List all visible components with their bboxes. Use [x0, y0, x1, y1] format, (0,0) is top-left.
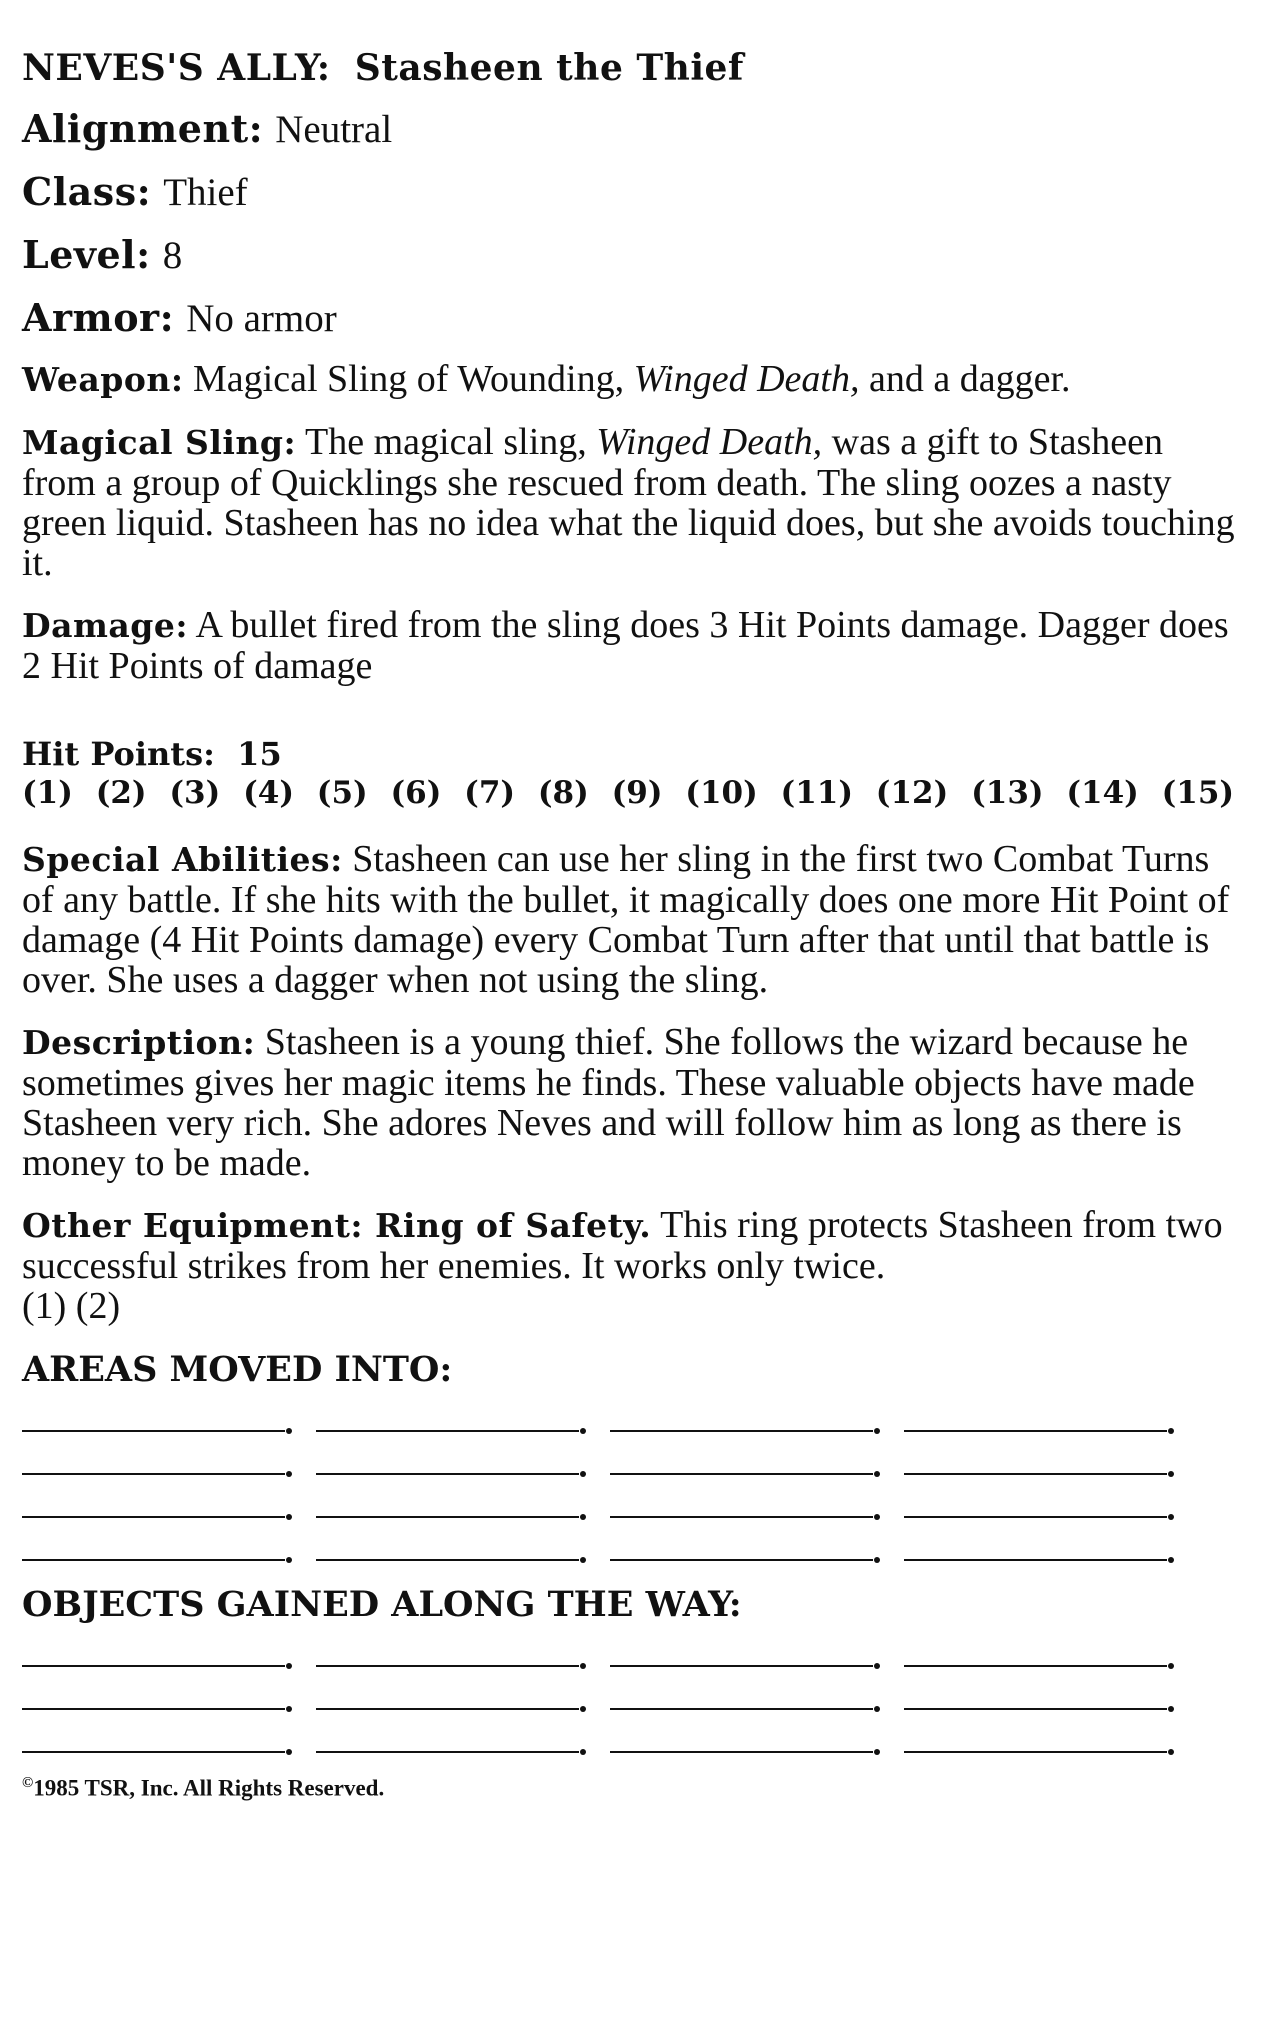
area-blank[interactable]: [22, 1492, 285, 1518]
area-blank[interactable]: [904, 1492, 1167, 1518]
class-value: Thief: [163, 171, 248, 214]
area-blank[interactable]: [316, 1406, 579, 1432]
object-blank[interactable]: [904, 1727, 1167, 1753]
armor-row: [22, 296, 1237, 341]
ring-charge-boxes[interactable]: (1) (2): [22, 1285, 121, 1327]
area-blank[interactable]: [22, 1406, 285, 1432]
area-blank[interactable]: [904, 1535, 1167, 1561]
area-blank[interactable]: [610, 1535, 873, 1561]
objects-gained-grid: [22, 1641, 1237, 1753]
title-row: [22, 45, 1237, 90]
area-blank[interactable]: [316, 1492, 579, 1518]
areas-moved-heading: AREAS MOVED INTO:: [22, 1349, 453, 1390]
armor-value: No armor: [186, 297, 337, 340]
special-abilities-label: Special Abilities:: [22, 840, 343, 879]
object-blank[interactable]: [316, 1684, 579, 1710]
magical-sling-text-a: The magical sling,: [305, 421, 597, 463]
magical-sling-italic: Winged Death,: [596, 421, 823, 463]
copyright-footer: [22, 1775, 1237, 1802]
hit-points-label: Hit Points:: [22, 735, 215, 773]
hit-point-boxes[interactable]: (1) (2) (3) (4) (5) (6) (7) (8) (9) (10) (11) (12) (13) (14) (15): [22, 775, 1235, 811]
magical-sling-label: Magical Sling:: [22, 423, 297, 462]
hit-points-row: [22, 734, 1237, 774]
damage-paragraph: [22, 605, 1237, 686]
object-blank[interactable]: [904, 1684, 1167, 1710]
area-blank[interactable]: [22, 1535, 285, 1561]
level-label: Level:: [22, 232, 151, 277]
weapon-label: Weapon:: [22, 360, 184, 399]
area-blank[interactable]: [610, 1406, 873, 1432]
other-equipment-paragraph: [22, 1205, 1237, 1326]
object-blank[interactable]: [22, 1641, 285, 1667]
special-abilities-text: Stasheen can use her sling in the first two Combat Turns of any battle. If she hits with the bullet, it magically does one more Hit Point of damage (4 Hit Points damage) every Combat Turn after that until that battle is over. She uses a dagger when not using the sling.: [22, 838, 1230, 1001]
area-blank[interactable]: [316, 1535, 579, 1561]
weapon-paragraph: [22, 359, 1237, 400]
object-blank[interactable]: [610, 1727, 873, 1753]
alignment-label: Alignment:: [22, 106, 264, 151]
other-equipment-label: Other Equipment: Ring of Safety.: [22, 1206, 652, 1245]
area-blank[interactable]: [904, 1449, 1167, 1475]
level-value: 8: [162, 234, 183, 277]
weapon-text-b: and a dagger.: [859, 358, 1071, 400]
object-blank[interactable]: [904, 1641, 1167, 1667]
area-blank[interactable]: [316, 1449, 579, 1475]
special-abilities-paragraph: [22, 839, 1237, 1000]
damage-label: Damage:: [22, 606, 189, 645]
class-label: Class:: [22, 169, 152, 214]
object-blank[interactable]: [22, 1684, 285, 1710]
magical-sling-paragraph: [22, 422, 1237, 583]
area-blank[interactable]: [904, 1406, 1167, 1432]
hit-points-value: 15: [237, 735, 282, 773]
object-blank[interactable]: [22, 1727, 285, 1753]
title-label: NEVES'S ALLY:: [22, 47, 331, 89]
copyright-symbol: ©: [22, 1775, 34, 1791]
areas-moved-grid: [22, 1406, 1237, 1561]
area-blank[interactable]: [610, 1492, 873, 1518]
object-blank[interactable]: [610, 1641, 873, 1667]
object-blank[interactable]: [316, 1641, 579, 1667]
alignment-row: [22, 107, 1237, 152]
weapon-italic: Winged Death,: [633, 358, 860, 400]
class-row: [22, 170, 1237, 215]
character-name: Stasheen the Thief: [354, 47, 744, 89]
area-blank[interactable]: [22, 1449, 285, 1475]
area-blank[interactable]: [610, 1449, 873, 1475]
armor-label: Armor:: [22, 295, 175, 340]
other-equipment-text: This ring protects Stasheen from two successful strikes from her enemies. It works only twice.: [22, 1204, 1223, 1287]
alignment-value: Neutral: [275, 108, 393, 151]
weapon-text-a: Magical Sling of Wounding,: [193, 358, 634, 400]
damage-text: A bullet fired from the sling does 3 Hit Points damage. Dagger does 2 Hit Points of damage: [22, 604, 1229, 687]
description-paragraph: [22, 1022, 1237, 1183]
copyright-text: 1985 TSR, Inc. All Rights Reserved.: [33, 1775, 385, 1801]
level-row: [22, 233, 1237, 278]
objects-gained-heading: OBJECTS GAINED ALONG THE WAY:: [22, 1584, 742, 1625]
description-text: Stasheen is a young thief. She follows the wizard because he sometimes gives her magic items he finds. These valuable objects have made Stasheen very rich. She adores Neves and will follow him as long as there is money to be made.: [22, 1021, 1195, 1184]
object-blank[interactable]: [316, 1727, 579, 1753]
description-label: Description:: [22, 1023, 256, 1062]
object-blank[interactable]: [610, 1684, 873, 1710]
magical-sling-text-b: was a gift to Stasheen from a group of Quicklings she rescued from death. The sling oozes a nasty green liquid. Stasheen has no idea what the liquid does, but she avoids touching it.: [22, 421, 1235, 584]
character-sheet: [22, 45, 1237, 1802]
